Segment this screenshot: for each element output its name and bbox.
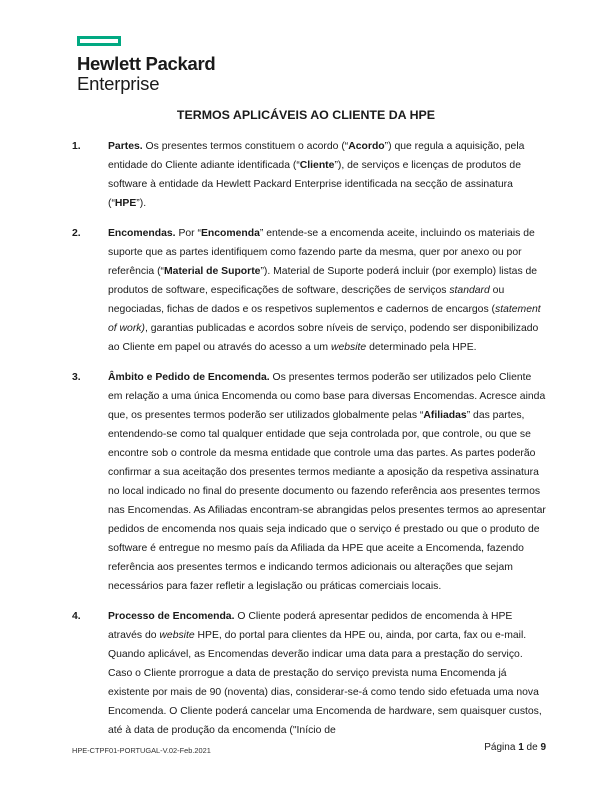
hpe-element-logo-mark <box>77 36 121 46</box>
section-number: 3. <box>72 372 81 383</box>
text-run: Os presentes termos poderão ser utilizados pelo Cliente em relação a uma única Encomenda ou como base para diversas Encomendas. Acresce ainda que, os presentes termos poderão ser utilizados globalmente pelas “ <box>108 372 546 421</box>
bold-term: HPE <box>114 198 137 209</box>
section-paragraph <box>108 607 548 740</box>
bold-term: Acordo <box>348 141 385 152</box>
section-number: 4. <box>72 611 81 622</box>
italic-term: standard <box>449 285 490 296</box>
page-total: 9 <box>540 742 546 753</box>
text-run: ”). <box>136 198 147 209</box>
bold-term: Material de Suporte <box>164 266 261 277</box>
italic-term: statement of work) <box>108 304 541 334</box>
bold-term: Encomenda <box>200 228 260 239</box>
bold-term: Âmbito e Pedido de Encomenda. <box>108 372 270 383</box>
logo-text-line1: Hewlett Packard <box>77 53 216 74</box>
section-3 <box>72 368 548 596</box>
section-1 <box>72 137 548 213</box>
text-run: ” entende-se a encomenda aceite, incluindo os materiais de suporte que as partes identifiquem como fazendo parte da mesma, quer por anexo ou por referência (“ <box>108 228 535 277</box>
text-run: determinado pela HPE. <box>366 342 477 353</box>
text-run: Por “ <box>175 228 201 239</box>
section-number: 1. <box>72 141 81 152</box>
logo-text-line2: Enterprise <box>77 73 160 94</box>
text-run: O Cliente poderá apresentar pedidos de encomenda à HPE através do <box>108 611 513 641</box>
italic-term: website <box>330 342 367 353</box>
section-number: 2. <box>72 228 81 239</box>
terms-sections <box>72 137 548 751</box>
text-run: HPE, do portal para clientes da HPE ou, ainda, por carta, fax ou e-mail. Quando aplicável, as Encomendas deverão indicar uma data para a prestação do serviço. Caso o Cliente prorrogue a data de prestação do serviço prevista numa Encomenda já existente por mais de 90 (noventa) dias, considerar-se-á como tendo sido efetuada uma nova Encomenda. O Cliente poderá cancelar uma Encomenda de hardware, sem quaisquer custos, até à data de produção da encomenda ("Início de <box>108 630 542 736</box>
text-run: ”), de serviços e licenças de produtos de software à entidade da Hewlett Packard Enterprise identificada na secção de assinatura (“ <box>108 160 521 209</box>
text-run: ”) que regula a aquisição, pela entidade do Cliente adiante identificada (“ <box>108 141 525 171</box>
page-prefix: Página <box>484 742 519 753</box>
section-2 <box>72 224 548 357</box>
text-run: ou negociadas, fichas de dados e os respetivos suplementos e cadernos de encargos ( <box>108 285 505 315</box>
page-separator: de <box>523 742 541 753</box>
section-4 <box>72 607 548 740</box>
bold-term: Partes. <box>108 141 143 152</box>
footer-page-number <box>484 742 546 753</box>
section-paragraph <box>108 224 548 357</box>
bold-term: Encomendas. <box>108 228 176 239</box>
text-run: Os presentes termos constituem o acordo (“ <box>142 141 349 152</box>
footer-document-id: HPE-CTPF01-PORTUGAL-V.02-Feb.2021 <box>72 746 211 755</box>
bold-term: Processo de Encomenda. <box>108 611 235 622</box>
text-run: ”). Material de Suporte poderá incluir (por exemplo) listas de produtos de software, especificações de software, descrições de serviços <box>108 266 538 296</box>
page-current: 1 <box>518 742 524 753</box>
bold-term: Afiliadas <box>423 410 467 421</box>
document-title: TERMOS APLICÁVEIS AO CLIENTE DA HPE <box>176 108 436 122</box>
bold-term: Cliente <box>299 160 335 171</box>
text-run: ” das partes, entendendo-se como tal qualquer entidade que seja controlada por, que controle, ou que se encontre sob o controle da mesma entidade que controle uma das partes. As partes poderão confirmar a sua aceitação dos presentes termos mediante a aposição da respetiva assinatura no local indicado no final do presente documento ou fazendo referência aos presentes termos nas Encomendas. As Afiliadas encontram-se abrangidas pelos presentes termos ao apresentar pedidos de encomenda nos quais seja indicado que o serviço é prestado ou que o produto de software é entregue no mesmo país da Afiliada da HPE que aceite a Encomenda, fazendo referência aos presentes termos e indicando termos adicionais ou alterações que sejam necessários para fazer refletir a legislação ou práticas comerciais locais. <box>108 410 546 592</box>
italic-term: website <box>159 630 195 641</box>
text-run: , garantias publicadas e acordos sobre níveis de serviço, podendo ser disponibilizado ao Cliente em papel ou através do acesso a um <box>108 323 539 353</box>
section-paragraph <box>108 137 548 213</box>
section-paragraph <box>108 368 548 596</box>
hpe-logo <box>77 36 215 94</box>
